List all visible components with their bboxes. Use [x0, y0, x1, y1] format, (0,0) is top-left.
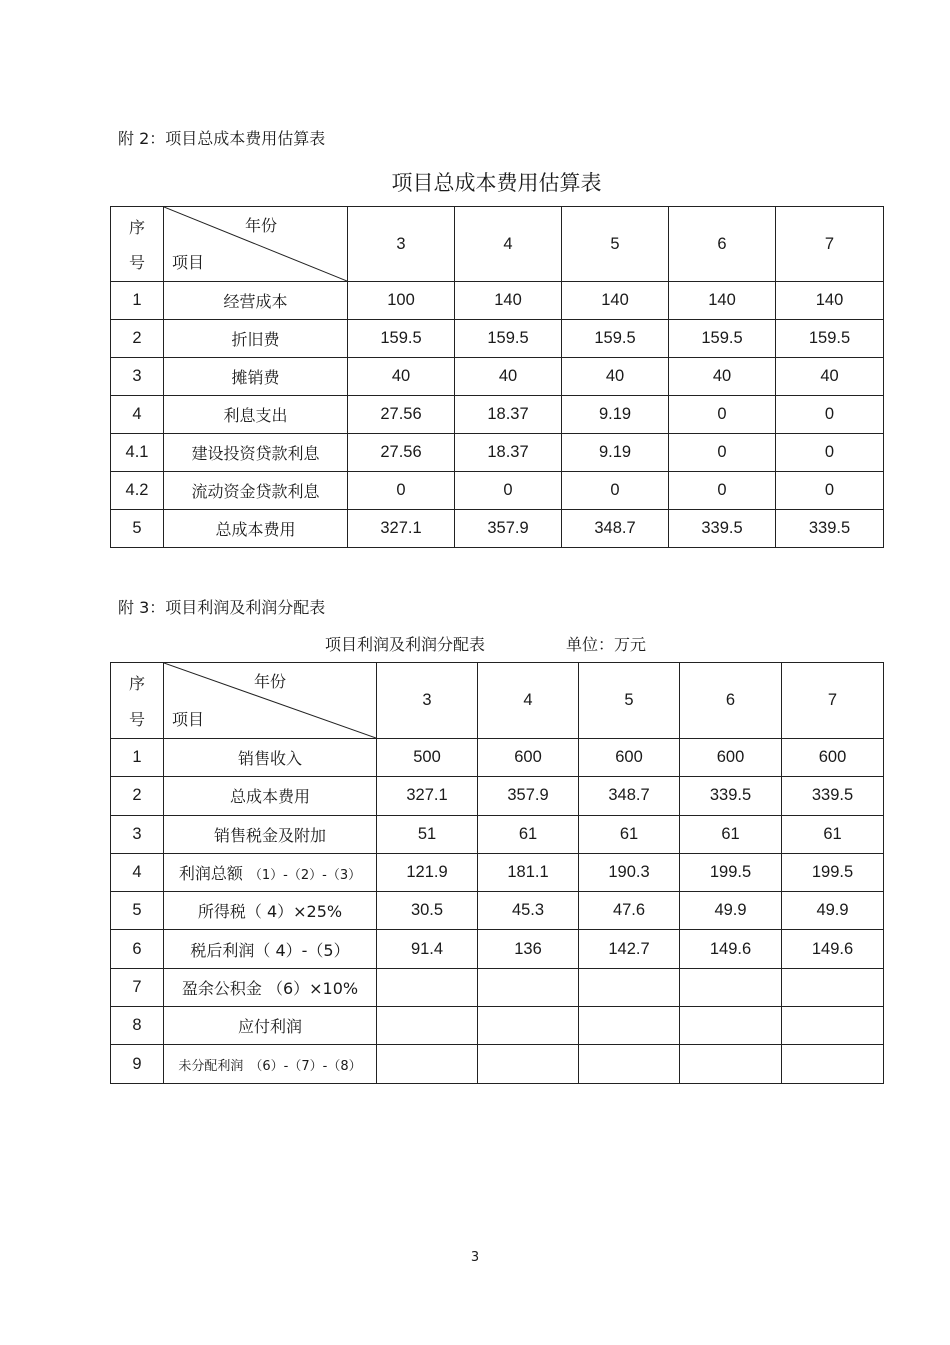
- value-cell: 49.9: [782, 892, 884, 930]
- table-header-row: [111, 207, 884, 282]
- seq-header-line2: 号: [128, 253, 145, 272]
- value-cell: 0: [669, 434, 776, 472]
- seq-cell: 2: [111, 777, 164, 815]
- item-cell: [164, 853, 377, 891]
- cost-estimate-table: [110, 206, 884, 548]
- item-cell: 总成本费用: [164, 777, 377, 815]
- table-row: [111, 815, 884, 853]
- table-row: [111, 510, 884, 548]
- value-cell: 149.6: [782, 930, 884, 968]
- seq-cell: 6: [111, 930, 164, 968]
- value-cell: [579, 1045, 680, 1083]
- item-cell: 盈余公积金 （6）×10%: [164, 968, 377, 1006]
- year-header: 3: [377, 663, 478, 739]
- item-cell: 流动资金贷款利息: [164, 472, 348, 510]
- seq-cell: 2: [111, 320, 164, 358]
- value-cell: 140: [562, 282, 669, 320]
- table-row: [111, 930, 884, 968]
- value-cell: [782, 1045, 884, 1083]
- value-cell: [478, 968, 579, 1006]
- table-row: [111, 853, 884, 891]
- table-row: [111, 968, 884, 1006]
- value-cell: 40: [562, 358, 669, 396]
- table-row: [111, 282, 884, 320]
- item-cell: [164, 1045, 377, 1083]
- appendix2-table-title: 项目总成本费用估算表: [391, 171, 602, 195]
- value-cell: 600: [680, 739, 782, 777]
- value-cell: 61: [782, 815, 884, 853]
- page-number: 3: [470, 1250, 480, 1265]
- table-row: [111, 1007, 884, 1045]
- diagonal-header-cell: [164, 207, 348, 282]
- value-cell: 40: [669, 358, 776, 396]
- year-header: 4: [478, 663, 579, 739]
- value-cell: [680, 1007, 782, 1045]
- item-cell: 建设投资贷款利息: [164, 434, 348, 472]
- item-cell: 总成本费用: [164, 510, 348, 548]
- item-label: 未分配利润: [178, 1058, 244, 1074]
- value-cell: 159.5: [776, 320, 884, 358]
- table-row: [111, 434, 884, 472]
- item-header-label: 项目: [172, 710, 205, 729]
- value-cell: 190.3: [579, 853, 680, 891]
- seq-cell: 5: [111, 510, 164, 548]
- value-cell: 348.7: [562, 510, 669, 548]
- item-label: 利润总额: [178, 864, 243, 884]
- value-cell: [782, 968, 884, 1006]
- value-cell: 45.3: [478, 892, 579, 930]
- value-cell: 348.7: [579, 777, 680, 815]
- value-cell: 9.19: [562, 434, 669, 472]
- item-cell: 应付利润: [164, 1007, 377, 1045]
- value-cell: 142.7: [579, 930, 680, 968]
- value-cell: 181.1: [478, 853, 579, 891]
- table-row: [111, 1045, 884, 1083]
- seq-cell: 9: [111, 1045, 164, 1083]
- seq-cell: 7: [111, 968, 164, 1006]
- value-cell: 199.5: [782, 853, 884, 891]
- table-row: [111, 892, 884, 930]
- value-cell: 159.5: [562, 320, 669, 358]
- value-cell: [680, 968, 782, 1006]
- value-cell: 159.5: [455, 320, 562, 358]
- value-cell: 61: [680, 815, 782, 853]
- value-cell: 18.37: [455, 434, 562, 472]
- seq-cell: 3: [111, 815, 164, 853]
- table-row: [111, 739, 884, 777]
- value-cell: 339.5: [776, 510, 884, 548]
- value-cell: 600: [478, 739, 579, 777]
- seq-cell: 4: [111, 396, 164, 434]
- year-header-label: 年份: [253, 672, 286, 691]
- year-header: 7: [782, 663, 884, 739]
- value-cell: 500: [377, 739, 478, 777]
- value-cell: 140: [669, 282, 776, 320]
- value-cell: 0: [348, 472, 455, 510]
- value-cell: [377, 1007, 478, 1045]
- value-cell: 61: [579, 815, 680, 853]
- seq-cell: 5: [111, 892, 164, 930]
- year-header: 6: [680, 663, 782, 739]
- value-cell: 49.9: [680, 892, 782, 930]
- item-cell: 销售税金及附加: [164, 815, 377, 853]
- value-cell: 0: [776, 396, 884, 434]
- value-cell: 357.9: [478, 777, 579, 815]
- year-header: 3: [348, 207, 455, 282]
- value-cell: 357.9: [455, 510, 562, 548]
- value-cell: 199.5: [680, 853, 782, 891]
- item-cell: 经营成本: [164, 282, 348, 320]
- value-cell: 0: [669, 472, 776, 510]
- value-cell: 0: [562, 472, 669, 510]
- value-cell: 600: [579, 739, 680, 777]
- value-cell: 140: [776, 282, 884, 320]
- value-cell: 339.5: [669, 510, 776, 548]
- value-cell: [579, 968, 680, 1006]
- value-cell: 27.56: [348, 434, 455, 472]
- value-cell: 30.5: [377, 892, 478, 930]
- year-header: 6: [669, 207, 776, 282]
- value-cell: 339.5: [782, 777, 884, 815]
- profit-distribution-table: [110, 662, 884, 1084]
- value-cell: 339.5: [680, 777, 782, 815]
- table-row: [111, 358, 884, 396]
- seq-cell: 1: [111, 739, 164, 777]
- value-cell: 327.1: [377, 777, 478, 815]
- value-cell: [478, 1007, 579, 1045]
- item-cell: 税后利润（ 4）-（5）: [164, 930, 377, 968]
- value-cell: [680, 1045, 782, 1083]
- table-row: [111, 396, 884, 434]
- value-cell: [377, 968, 478, 1006]
- year-header: 4: [455, 207, 562, 282]
- value-cell: 40: [455, 358, 562, 396]
- appendix3-table-title: 项目利润及利润分配表: [325, 635, 486, 654]
- appendix3-caption: 附 3：项目利润及利润分配表: [118, 598, 326, 617]
- item-formula: （6）-（7）-（8）: [249, 1058, 362, 1074]
- item-formula: （1）-（2）-（3）: [248, 868, 362, 884]
- seq-header-line1: 序: [128, 674, 145, 693]
- table-row: [111, 320, 884, 358]
- unit-label: 单位：万元: [566, 635, 647, 654]
- value-cell: 61: [478, 815, 579, 853]
- value-cell: [782, 1007, 884, 1045]
- seq-cell: 8: [111, 1007, 164, 1045]
- seq-cell: 4.1: [111, 434, 164, 472]
- item-cell: 折旧费: [164, 320, 348, 358]
- appendix2-caption: 附 2：项目总成本费用估算表: [118, 129, 326, 148]
- value-cell: 140: [455, 282, 562, 320]
- seq-header-line2: 号: [128, 710, 145, 729]
- value-cell: [579, 1007, 680, 1045]
- seq-header-cell: [111, 207, 164, 282]
- item-cell: 销售收入: [164, 739, 377, 777]
- item-header-label: 项目: [172, 253, 205, 272]
- value-cell: 91.4: [377, 930, 478, 968]
- value-cell: 40: [348, 358, 455, 396]
- value-cell: 40: [776, 358, 884, 396]
- item-cell: 摊销费: [164, 358, 348, 396]
- diagonal-header-cell: [164, 663, 377, 739]
- seq-header-line1: 序: [128, 218, 145, 237]
- seq-cell: 4: [111, 853, 164, 891]
- value-cell: [478, 1045, 579, 1083]
- value-cell: 9.19: [562, 396, 669, 434]
- seq-cell: 3: [111, 358, 164, 396]
- seq-header-cell: [111, 663, 164, 739]
- table-row: [111, 777, 884, 815]
- seq-cell: 4.2: [111, 472, 164, 510]
- value-cell: 47.6: [579, 892, 680, 930]
- year-header: 7: [776, 207, 884, 282]
- value-cell: 121.9: [377, 853, 478, 891]
- value-cell: 18.37: [455, 396, 562, 434]
- seq-cell: 1: [111, 282, 164, 320]
- year-header: 5: [579, 663, 680, 739]
- year-header-label: 年份: [244, 216, 277, 235]
- value-cell: 600: [782, 739, 884, 777]
- item-cell: 利息支出: [164, 396, 348, 434]
- value-cell: 100: [348, 282, 455, 320]
- value-cell: [377, 1045, 478, 1083]
- table-row: [111, 472, 884, 510]
- year-header: 5: [562, 207, 669, 282]
- table-header-row: [111, 663, 884, 739]
- value-cell: 327.1: [348, 510, 455, 548]
- value-cell: 0: [455, 472, 562, 510]
- value-cell: 51: [377, 815, 478, 853]
- value-cell: 159.5: [669, 320, 776, 358]
- value-cell: 0: [669, 396, 776, 434]
- value-cell: 159.5: [348, 320, 455, 358]
- value-cell: 27.56: [348, 396, 455, 434]
- item-cell: 所得税（ 4）×25%: [164, 892, 377, 930]
- value-cell: 0: [776, 472, 884, 510]
- value-cell: 0: [776, 434, 884, 472]
- value-cell: 149.6: [680, 930, 782, 968]
- value-cell: 136: [478, 930, 579, 968]
